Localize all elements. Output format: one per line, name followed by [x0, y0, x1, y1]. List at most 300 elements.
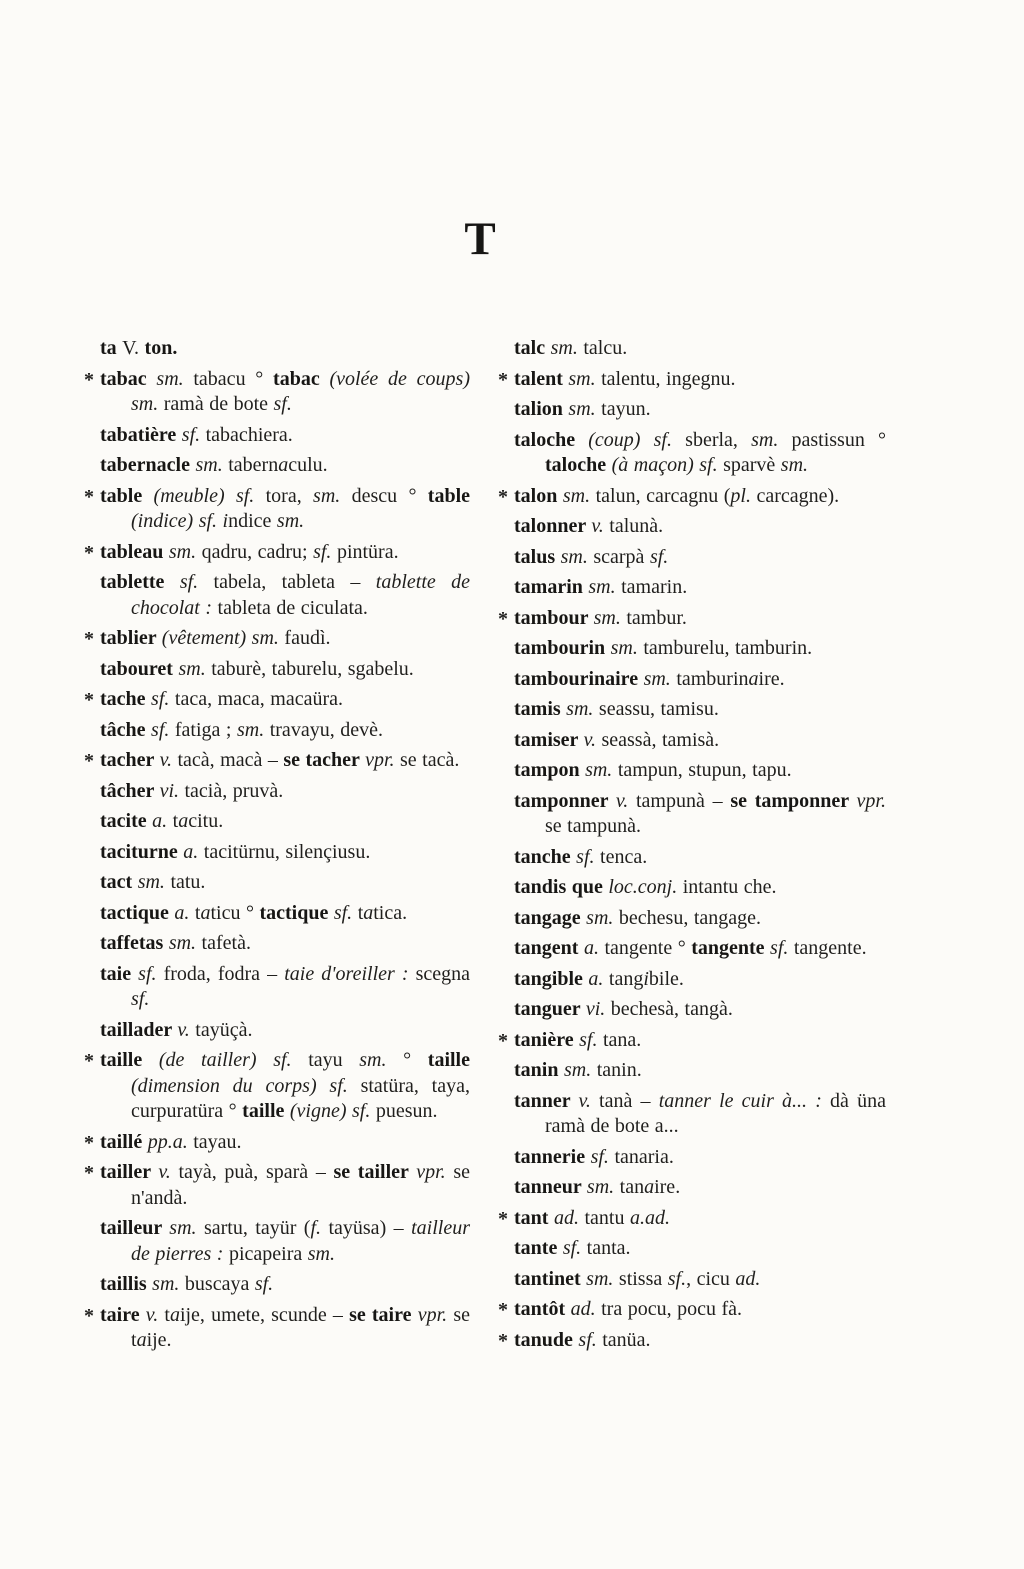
grammar-label: vpr.	[365, 749, 401, 771]
headword: tache	[100, 688, 152, 710]
dictionary-entry	[100, 718, 470, 744]
headword: tantinet	[514, 1267, 587, 1290]
headword: tantôt	[514, 1298, 571, 1320]
translation-text: tampunà –	[635, 789, 731, 812]
translation-text: bechesà, tangà.	[610, 998, 733, 1020]
dictionary-entry	[514, 906, 886, 932]
grammar-label: sm.	[562, 484, 596, 507]
grammar-label: ad.	[735, 1267, 761, 1290]
translation-text: tacitürnu, silençiusu.	[203, 840, 371, 863]
headword: taie	[100, 962, 139, 985]
dictionary-entry	[100, 1216, 470, 1267]
grammar-label: sm.	[563, 1059, 597, 1081]
translation-text: V.	[122, 337, 145, 359]
grammar-label: v.	[578, 1089, 600, 1112]
headword: taillis	[100, 1273, 153, 1295]
star-marker: *	[84, 1050, 94, 1072]
dictionary-entry	[100, 1272, 470, 1298]
headword: tanche	[514, 845, 577, 868]
headword: taciturne	[100, 840, 184, 863]
headword: tambourinaire	[514, 667, 644, 690]
grammar-label: (volée de coups) sm.	[131, 367, 470, 415]
grammar-label: taie d'oreiller :	[284, 962, 409, 985]
grammar-label: sm.	[550, 337, 584, 359]
translation-text: sparvè	[723, 454, 781, 476]
grammar-label: sf.	[590, 1145, 615, 1168]
grammar-label: v.	[177, 1018, 196, 1041]
grammar-label: a.	[174, 901, 195, 924]
translation-text: stissa	[618, 1267, 668, 1290]
grammar-label: a	[278, 454, 289, 476]
grammar-label: (vigne) sf.	[289, 1100, 376, 1122]
headword: se taire	[349, 1303, 418, 1326]
dictionary-entry	[498, 1206, 886, 1232]
headword: tâcher	[100, 779, 160, 802]
star-marker: *	[84, 1304, 94, 1327]
translation-text: tatu.	[170, 871, 206, 893]
headword: se tacher	[283, 749, 366, 771]
grammar-label: tailleur de pierres :	[131, 1217, 470, 1265]
headword: tanner	[514, 1089, 579, 1112]
grammar-label: f.	[310, 1217, 329, 1239]
dictionary-entry	[514, 545, 886, 571]
grammar-label: sm.	[168, 932, 202, 954]
headword: tabac	[100, 367, 157, 390]
translation-text: taburè, taburelu, sgabelu.	[211, 657, 414, 680]
translation-text: faudì.	[284, 627, 331, 649]
grammar-label: a	[748, 667, 759, 690]
translation-text: citu.	[188, 810, 224, 832]
translation-text: scegna	[408, 962, 470, 985]
headword: tactique	[259, 901, 334, 924]
grammar-label: sf.	[181, 423, 206, 446]
star-marker: *	[498, 1207, 508, 1230]
grammar-label: sm.	[568, 398, 602, 420]
grammar-label: pl.	[730, 484, 757, 507]
translation-text: tanà –	[599, 1089, 659, 1112]
headword: tamarin	[514, 576, 589, 598]
grammar-label: sf.	[313, 540, 337, 563]
headword: talc	[514, 337, 551, 359]
column-right	[498, 336, 887, 1358]
translation-text: tayà, puà, sparà –	[178, 1161, 334, 1183]
translation-text: dà üna ramà de bote a...	[545, 1089, 886, 1137]
headword: tanneur	[514, 1176, 587, 1198]
grammar-label: sm.	[560, 545, 594, 568]
translation-text: descu °	[351, 484, 428, 507]
grammar-label: (meuble) sf.	[153, 484, 266, 507]
headword: tampon	[514, 759, 586, 781]
translation-text: tenca.	[600, 845, 648, 868]
star-marker: *	[498, 607, 508, 630]
translation-text: tafetà.	[201, 932, 251, 954]
translation-text: tra pocu, pocu fà.	[601, 1298, 742, 1320]
dictionary-entry	[514, 1236, 886, 1262]
dictionary-entry	[84, 540, 470, 566]
grammar-label: sm.	[751, 428, 792, 451]
headword: talonner	[514, 515, 592, 537]
dictionary-entry	[84, 1303, 470, 1354]
headword: tamiser	[514, 728, 584, 751]
translation-text: ije.	[146, 1329, 172, 1351]
grammar-label: sf.	[131, 988, 150, 1010]
headword: tabac	[273, 367, 330, 390]
dictionary-entry	[100, 657, 470, 683]
star-marker: *	[84, 689, 94, 711]
grammar-label: sm.	[195, 454, 229, 476]
grammar-label: sm.	[313, 484, 352, 507]
translation-text: tampun, stupun, tapu.	[617, 759, 792, 781]
grammar-label: v.	[591, 515, 610, 537]
star-marker: *	[498, 1329, 508, 1352]
translation-text: t	[357, 901, 364, 924]
translation-text: tabela, tableta –	[213, 571, 376, 593]
grammar-label: sf.	[333, 901, 358, 924]
headword: tacite	[100, 810, 153, 832]
headword: tableau	[100, 540, 169, 563]
dictionary-entry	[514, 845, 886, 871]
translation-text: tamburelu, tamburin.	[643, 637, 813, 659]
dictionary-entry	[514, 1175, 886, 1201]
grammar-label: sf.	[151, 688, 175, 710]
dictionary-entry	[100, 423, 470, 449]
grammar-label: vpr.	[856, 789, 886, 812]
translation-text: tacà, macà –	[177, 749, 284, 771]
headword: talent	[514, 367, 569, 390]
translation-text: ticu °	[210, 901, 260, 924]
dictionary-entry	[514, 428, 886, 479]
translation-text: tanin.	[596, 1059, 642, 1081]
grammar-label: a	[136, 1329, 147, 1351]
grammar-label: i	[643, 967, 649, 990]
translation-text: tamburin	[676, 667, 749, 690]
grammar-label: sm.	[156, 367, 194, 390]
headword: taille	[100, 1049, 159, 1071]
star-marker: *	[84, 541, 94, 564]
headword: tacher	[100, 749, 160, 771]
dictionary-entry	[514, 697, 886, 723]
grammar-label: sm.	[586, 906, 619, 929]
grammar-label: a	[363, 901, 374, 924]
headword: table	[427, 484, 470, 507]
dictionary-entry	[514, 1267, 886, 1293]
dictionary-entry	[100, 1018, 470, 1044]
translation-text: froda, fodra –	[163, 962, 285, 985]
translation-text: t	[164, 1303, 170, 1326]
headword: tante	[514, 1237, 563, 1259]
headword: tamis	[514, 698, 567, 720]
section-letter-heading: T	[464, 213, 496, 265]
grammar-label: v.	[145, 1303, 165, 1326]
translation-text: ije, umete, scunde –	[179, 1303, 350, 1326]
dictionary-entry	[514, 575, 886, 601]
translation-text: bechesu, tangage.	[618, 906, 762, 929]
headword: tanude	[514, 1328, 579, 1351]
dictionary-entry	[100, 809, 470, 835]
translation-text: culu.	[288, 454, 328, 476]
dictionary-entry	[84, 687, 470, 713]
translation-text: scarpà	[593, 545, 650, 568]
grammar-label: vi.	[159, 779, 185, 802]
dictionary-entry	[514, 636, 886, 662]
dictionary-entry	[84, 748, 470, 774]
star-marker: *	[498, 485, 508, 508]
translation-text: ramà de bote	[163, 393, 274, 415]
translation-text: tayau.	[193, 1130, 242, 1153]
headword: tanière	[514, 1028, 580, 1051]
headword: tambour	[514, 606, 594, 629]
translation-text: tabern	[228, 454, 279, 476]
grammar-label: sm.	[586, 1267, 619, 1290]
grammar-label: sm.	[307, 1242, 335, 1265]
grammar-label: v.	[159, 749, 178, 771]
dictionary-entry	[498, 1297, 886, 1323]
grammar-label: tablette de chocolat :	[131, 571, 471, 619]
translation-text: tayüçà.	[195, 1018, 253, 1041]
translation-text: se tacà.	[400, 749, 460, 771]
grammar-label: v.	[158, 1161, 179, 1183]
grammar-label: (à maçon) sf.	[611, 454, 724, 476]
grammar-label: sf.	[578, 1328, 603, 1351]
grammar-label: sf.	[576, 845, 601, 868]
translation-text: talentu, ingegnu.	[601, 367, 736, 390]
grammar-label: sf.	[254, 1273, 274, 1295]
translation-text: buscaya	[184, 1273, 255, 1295]
dictionary-entry	[498, 367, 886, 393]
translation-text: tayu	[308, 1049, 360, 1071]
grammar-label: sf.	[667, 1267, 687, 1290]
dictionary-entry	[514, 514, 886, 540]
translation-text: pastissun °	[791, 428, 887, 451]
headword: tambourin	[514, 637, 611, 659]
dictionary-entry	[514, 936, 886, 962]
grammar-label: sm.	[276, 510, 305, 532]
translation-text: qadru, cadru;	[201, 540, 314, 563]
dictionary-entry	[84, 367, 470, 418]
translation-text: tableta de ciculata.	[212, 596, 368, 619]
dictionary-entry	[514, 875, 886, 901]
translation-text: tambur.	[626, 606, 687, 629]
translation-text: ndice	[228, 510, 277, 532]
headword: tâche	[100, 718, 152, 741]
grammar-label: a	[644, 1176, 655, 1198]
grammar-label: (dimension du corps) sf.	[131, 1074, 361, 1097]
grammar-label: sm.	[152, 1273, 185, 1295]
grammar-label: sf.	[579, 1028, 603, 1051]
dictionary-entry	[514, 1089, 886, 1140]
star-marker: *	[84, 628, 94, 650]
translation-text: bile.	[648, 967, 684, 990]
headword: taillé	[100, 1130, 148, 1153]
grammar-label: sf.	[179, 571, 214, 593]
headword: taire	[100, 1303, 146, 1326]
headword: talion	[514, 398, 569, 420]
headword: tangible	[514, 967, 589, 990]
headword: taloche	[514, 428, 589, 451]
dictionary-entry	[514, 997, 886, 1023]
headword: tabatière	[100, 423, 182, 446]
headword: tablier	[100, 627, 162, 649]
translation-text: talunà.	[609, 515, 664, 537]
grammar-label: pp.a.	[147, 1130, 194, 1153]
translation-text: pintüra.	[336, 540, 399, 563]
translation-text: sberla,	[685, 428, 752, 451]
translation-text: picapeira	[223, 1242, 308, 1265]
star-marker: *	[498, 1299, 508, 1321]
translation-text: seassà, tamisà.	[601, 728, 720, 751]
grammar-label: sm.	[168, 540, 202, 563]
translation-text: tabachiera.	[205, 423, 293, 446]
translation-text: taca, maca, macaüra.	[174, 688, 343, 710]
headword: tamponner	[514, 789, 616, 812]
translation-text: tana.	[602, 1028, 642, 1051]
headword: tangage	[514, 906, 587, 929]
grammar-label: vpr.	[416, 1161, 454, 1183]
headword: tactique	[100, 901, 175, 924]
star-marker: *	[84, 485, 94, 508]
dictionary-entry	[514, 397, 886, 423]
grammar-label: v.	[583, 728, 602, 751]
translation-text: tan	[619, 1176, 645, 1198]
grammar-label: sm.	[236, 718, 270, 741]
grammar-label: a.ad.	[629, 1206, 670, 1229]
headword: se tamponner	[730, 789, 857, 812]
grammar-label: (coup) sf.	[588, 428, 686, 451]
star-marker: *	[84, 1131, 94, 1154]
grammar-label: a	[169, 1303, 180, 1326]
grammar-label: tanner le cuir à... :	[658, 1089, 822, 1112]
star-marker: *	[84, 368, 94, 391]
headword: taloche	[545, 454, 612, 476]
dictionary-entry	[514, 758, 886, 784]
grammar-label: a.	[583, 937, 605, 959]
grammar-label: sm.	[780, 454, 809, 476]
dictionary-entry	[100, 901, 470, 927]
translation-text: tora,	[265, 484, 314, 507]
dictionary-entry	[514, 1145, 886, 1171]
headword: table	[100, 484, 154, 507]
headword: tangente	[691, 937, 771, 959]
headword: taille	[427, 1049, 470, 1071]
headword: tanguer	[514, 998, 586, 1020]
translation-text: ire.	[654, 1176, 681, 1198]
headword: se tailler	[333, 1161, 417, 1183]
grammar-label: i	[222, 510, 229, 532]
grammar-label: a	[178, 810, 189, 832]
dictionary-entry	[100, 962, 470, 1013]
headword: talon	[514, 484, 563, 507]
translation-text: t	[172, 810, 179, 832]
translation-text: talcu.	[583, 337, 628, 359]
dictionary-entry	[514, 1058, 886, 1084]
translation-text: t	[194, 901, 201, 924]
dictionary-entry	[100, 336, 470, 362]
grammar-label: sm.	[566, 698, 599, 720]
translation-text: puesun.	[375, 1100, 438, 1122]
headword: tanin	[514, 1059, 564, 1081]
grammar-label: sm.	[588, 576, 622, 598]
translation-text: se t	[131, 1303, 470, 1351]
headword: tailler	[100, 1161, 159, 1183]
dictionary-entry	[84, 626, 470, 652]
dictionary-entry	[100, 453, 470, 479]
grammar-label: sf.	[151, 718, 175, 741]
translation-text: tayüsa) –	[328, 1217, 412, 1239]
headword: tandis que	[514, 876, 609, 898]
grammar-label: sm.	[593, 606, 627, 629]
dictionary-entry	[514, 967, 886, 993]
dictionary-entry	[514, 336, 886, 362]
translation-text: ire.	[758, 667, 785, 690]
grammar-label: (de tailler) sf.	[158, 1049, 309, 1071]
headword: tannerie	[514, 1145, 591, 1168]
translation-text: seassu, tamisu.	[598, 698, 719, 720]
dictionary-entry	[84, 1130, 470, 1156]
headword: tant	[514, 1206, 554, 1229]
translation-text: intantu che.	[682, 876, 777, 898]
star-marker: *	[84, 750, 94, 772]
grammar-label: sm.	[568, 367, 602, 390]
translation-text: carcagne).	[756, 484, 840, 507]
star-marker: *	[498, 368, 508, 391]
translation-text: tica.	[373, 901, 408, 924]
grammar-label: vpr.	[417, 1303, 454, 1326]
star-marker: *	[84, 1162, 94, 1184]
grammar-label: sf.	[649, 545, 669, 568]
translation-text: tantu	[584, 1206, 630, 1229]
translation-text: talun, carcagnu (	[595, 484, 731, 507]
star-marker: *	[498, 1029, 508, 1052]
translation-text: tang	[608, 967, 644, 990]
dictionary-entry	[498, 484, 886, 510]
dictionary-entry	[498, 1328, 886, 1354]
dictionary-entry	[100, 870, 470, 896]
dictionary-entry	[84, 1160, 470, 1211]
grammar-label: v.	[615, 789, 636, 812]
translation-text: tangente.	[793, 937, 867, 959]
grammar-label: sf.	[562, 1237, 587, 1259]
grammar-label: (indice) sf.	[131, 510, 223, 532]
grammar-label: sm.	[359, 1049, 404, 1071]
translation-text: tanaria.	[614, 1145, 674, 1168]
column-left	[84, 336, 471, 1359]
grammar-label: sm.	[586, 1176, 620, 1198]
grammar-label: sm.	[643, 667, 677, 690]
grammar-label: sf.	[138, 962, 164, 985]
headword: tabernacle	[100, 454, 196, 476]
grammar-label: vi.	[585, 998, 611, 1020]
grammar-label: a.	[183, 840, 204, 863]
translation-text: °	[403, 1049, 428, 1071]
translation-text: tanta.	[586, 1237, 631, 1259]
grammar-label: sm.	[610, 637, 644, 659]
grammar-label: sm.	[169, 1217, 204, 1239]
grammar-label: a	[200, 901, 211, 924]
dictionary-entry	[84, 1048, 470, 1125]
translation-text: se n'andà.	[131, 1161, 470, 1209]
headword: talus	[514, 545, 561, 568]
headword: taffetas	[100, 932, 169, 954]
headword: tailleur	[100, 1217, 170, 1239]
grammar-label: a.	[588, 967, 609, 990]
grammar-label: sm.	[178, 657, 212, 680]
dictionary-entry	[498, 606, 886, 632]
grammar-label: sm.	[137, 871, 171, 893]
grammar-label: (vêtement) sm.	[161, 627, 285, 649]
translation-text: , cicu	[686, 1267, 736, 1290]
dictionary-entry	[84, 484, 470, 535]
grammar-label: sf.	[273, 393, 292, 415]
